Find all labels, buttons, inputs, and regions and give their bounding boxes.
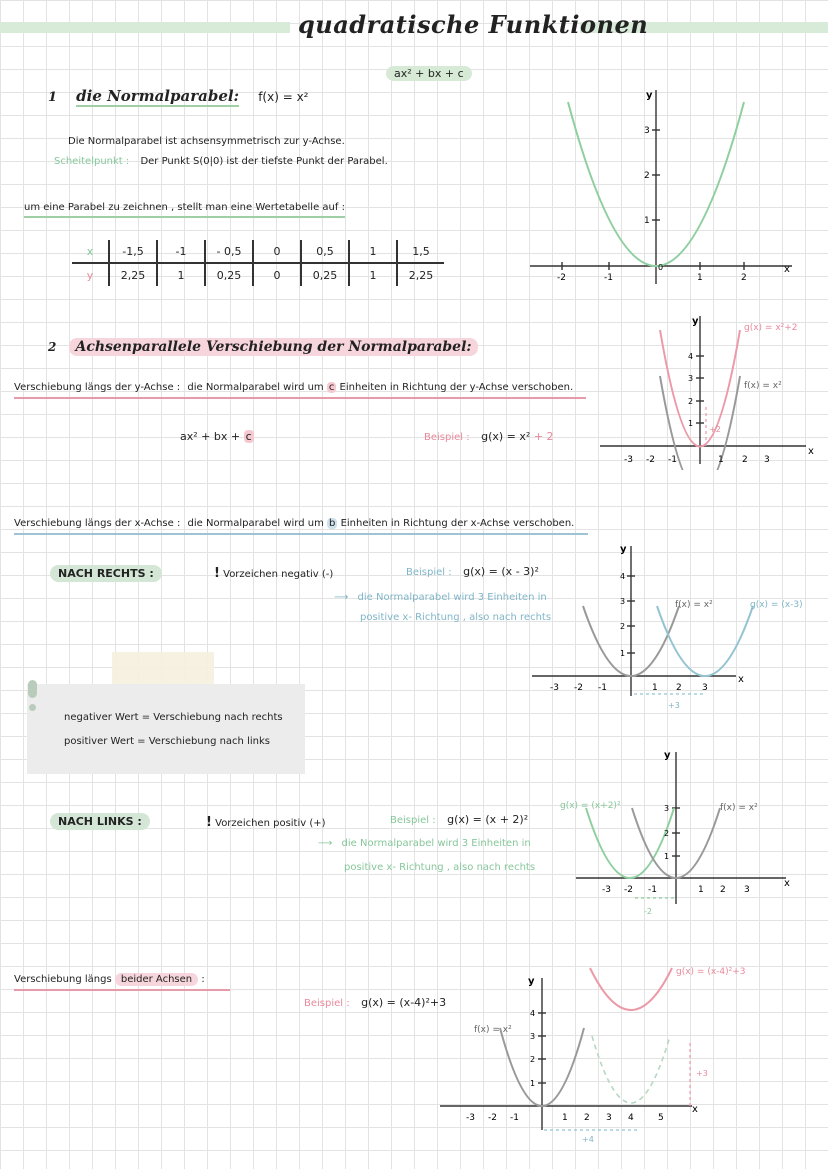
f-label: f(x) = x² xyxy=(744,381,782,391)
tick-label: 2 xyxy=(644,171,650,181)
y-shift-example-formula: g(x) = x² xyxy=(481,430,531,443)
both-shift-line xyxy=(14,974,230,991)
tick-label: -1 xyxy=(668,455,677,465)
tick-label: -2 xyxy=(557,273,566,283)
left-explanation-2: positive x- Richtung , also nach rechts xyxy=(344,862,536,873)
table-cell: 2,25 xyxy=(397,263,444,286)
g-label: g(x) = x²+2 xyxy=(744,323,798,333)
shift-label: +2 xyxy=(709,425,721,434)
tick-label: 1 xyxy=(562,1113,568,1123)
table-x-label: x xyxy=(72,240,109,263)
left-example-formula: g(x) = (x + 2)² xyxy=(447,813,529,826)
right-explanation-text: die Normalparabel wird 3 Einheiten in xyxy=(357,592,547,603)
tick-label: 2 xyxy=(584,1113,590,1123)
section1-number: 1 xyxy=(48,90,58,105)
y-shift-formula-text: ax² + bx + xyxy=(180,430,241,443)
axis-label-y: y xyxy=(664,750,671,761)
tick-label: 2 xyxy=(742,455,748,465)
table-intro: um eine Parabel zu zeichnen , stellt man eine Wertetabelle auf : xyxy=(24,202,345,218)
table-cell: -1,5 xyxy=(109,240,157,263)
tick-label: 1 xyxy=(698,885,704,895)
table-cell: -1 xyxy=(157,240,205,263)
axis-label-y: y xyxy=(692,316,699,327)
tick-label: 4 xyxy=(628,1113,634,1123)
both-example xyxy=(304,996,446,1009)
tick-label: 4 xyxy=(620,572,626,581)
tick-label: 1 xyxy=(644,216,650,226)
left-example xyxy=(390,813,528,826)
tick-label: 2 xyxy=(688,397,694,406)
graph-both-shift xyxy=(440,960,780,1146)
both-example-formula: g(x) = (x-4)²+3 xyxy=(361,996,447,1009)
x-shift-text-end: Einheiten in Richtung der x-Achse verschoben. xyxy=(340,518,575,529)
right-example xyxy=(406,565,539,578)
axis-label-y: y xyxy=(528,976,535,987)
arrow-icon: ⟶ xyxy=(318,838,333,849)
tick-label: -3 xyxy=(550,683,559,693)
tick-label: 3 xyxy=(702,683,708,693)
graph-normalparabel xyxy=(530,84,810,294)
y-shift-var: c xyxy=(328,382,335,393)
right-example-formula: g(x) = (x - 3)² xyxy=(463,565,539,578)
tick-label: 3 xyxy=(744,885,750,895)
table-cell: 1 xyxy=(157,263,205,286)
x-shift-text: die Normalparabel wird um xyxy=(187,518,324,529)
tick-label: -2 xyxy=(488,1113,497,1123)
both-shift-colon: : xyxy=(201,974,205,985)
table-y-label: y xyxy=(86,268,94,282)
vertex-label: Scheitelpunkt : xyxy=(54,156,130,167)
left-explanation-text: die Normalparabel wird 3 Einheiten in xyxy=(341,838,531,849)
table-cell: 1 xyxy=(349,263,397,286)
note-line-positive: positiver Wert = Verschiebung nach links xyxy=(64,736,270,747)
tick-label: 2 xyxy=(720,885,726,895)
g-label: g(x) = (x-4)²+3 xyxy=(676,967,746,977)
section2-heading xyxy=(48,336,478,355)
tick-label: 3 xyxy=(664,804,670,813)
y-shift-formula xyxy=(180,430,254,443)
y-shift-formula-var: c xyxy=(245,430,252,443)
note-line-negative: negativer Wert = Verschiebung nach rechts xyxy=(64,712,283,723)
g-label: g(x) = (x+2)² xyxy=(560,801,621,811)
graph-right-shift xyxy=(530,540,826,716)
value-table xyxy=(72,240,444,286)
tick-label: 5 xyxy=(658,1113,664,1123)
x-shift-line xyxy=(14,518,588,535)
shift-label-y: +3 xyxy=(696,1069,708,1078)
symmetry-text: Die Normalparabel ist achsensymmetrisch zur y-Achse. xyxy=(68,136,345,147)
section1-title: die Normalparabel: xyxy=(76,87,240,105)
tick-label: -1 xyxy=(648,885,657,895)
tick-label: -2 xyxy=(624,885,633,895)
vertex-text xyxy=(54,156,388,167)
table-cell: 0 xyxy=(253,240,301,263)
table-row xyxy=(72,240,444,263)
shift-label: -2 xyxy=(644,907,652,916)
right-sign-rule xyxy=(214,566,333,581)
tick-label: 3 xyxy=(606,1113,612,1123)
right-explanation-2: positive x- Richtung , also nach rechts xyxy=(360,612,552,623)
y-shift-text: die Normalparabel wird um xyxy=(187,382,324,393)
tick-label: 3 xyxy=(530,1032,536,1041)
y-shift-label: Verschiebung längs der y-Achse : xyxy=(14,382,181,393)
g-curve xyxy=(590,968,672,1010)
both-shift-label: Verschiebung längs xyxy=(14,974,112,985)
both-shift-highlight: beider Achsen xyxy=(115,973,198,986)
tick-label: -1 xyxy=(510,1113,519,1123)
tick-label: 3 xyxy=(644,126,650,136)
table-cell: 1,5 xyxy=(397,240,444,263)
axis-label-x: x xyxy=(784,878,790,889)
example-label: Beispiel : xyxy=(406,567,452,578)
note-marker-2 xyxy=(29,704,36,711)
example-label: Beispiel : xyxy=(390,815,436,826)
tick-label: 3 xyxy=(620,597,626,606)
tick-label: -1 xyxy=(604,273,613,283)
section1-heading xyxy=(48,86,309,105)
g-label: g(x) = (x-3) xyxy=(750,600,803,610)
table-cell: 0,25 xyxy=(205,263,253,286)
note-box xyxy=(27,684,305,774)
axis-label-y: y xyxy=(646,90,653,101)
example-label: Beispiel : xyxy=(304,998,350,1009)
x-shift-label: Verschiebung längs der x-Achse : xyxy=(14,518,181,529)
left-explanation-1 xyxy=(318,838,531,849)
tick-label: -1 xyxy=(598,683,607,693)
origin-label: 0 xyxy=(658,263,664,272)
g-curve xyxy=(657,606,753,676)
tick-label: 4 xyxy=(688,352,694,361)
tick-label: -3 xyxy=(602,885,611,895)
f-label: f(x) = x² xyxy=(675,600,713,610)
shift-label-x: +4 xyxy=(582,1135,594,1144)
tick-label: 2 xyxy=(741,273,747,283)
tick-label: 2 xyxy=(620,622,626,631)
x-shift-var: b xyxy=(329,518,336,529)
left-sign-text: Vorzeichen positiv (+) xyxy=(215,818,326,829)
axis-label-y: y xyxy=(620,544,627,555)
intermediate-curve xyxy=(592,1036,670,1103)
tick-label: 3 xyxy=(688,374,694,383)
y-shift-line xyxy=(14,382,586,399)
tick-label: 2 xyxy=(530,1055,536,1064)
right-shift-badge: NACH RECHTS : xyxy=(50,565,162,582)
left-sign-rule xyxy=(206,815,326,830)
table-cell: 0 xyxy=(253,263,301,286)
table-cell: 0,25 xyxy=(301,263,349,286)
tick-label: 1 xyxy=(652,683,658,693)
tick-label: -3 xyxy=(466,1113,475,1123)
exclamation-icon: ! xyxy=(214,566,220,581)
tick-label: 1 xyxy=(688,419,694,428)
axis-label-x: x xyxy=(692,1104,698,1115)
axis-label-x: x xyxy=(784,264,790,275)
y-shift-example-add: + 2 xyxy=(533,430,554,443)
note-marker-1 xyxy=(28,680,37,698)
g-curve xyxy=(586,808,674,878)
page-title: quadratische Funktionen xyxy=(298,10,649,39)
graph-left-shift xyxy=(556,744,818,920)
y-shift-example xyxy=(424,430,554,443)
tick-label: -2 xyxy=(574,683,583,693)
tick-label: -2 xyxy=(646,455,655,465)
left-shift-badge: NACH LINKS : xyxy=(50,813,150,830)
f-label: f(x) = x² xyxy=(474,1025,512,1035)
tick-label: 2 xyxy=(676,683,682,693)
f-label: f(x) = x² xyxy=(720,803,758,813)
tick-label: 1 xyxy=(620,649,626,658)
arrow-icon: ⟶ xyxy=(334,592,349,603)
tick-label: 2 xyxy=(664,829,670,838)
section2-title: Achsenparallele Verschiebung der Normalparabel: xyxy=(69,338,477,356)
exclamation-icon: ! xyxy=(206,815,212,830)
tick-label: 4 xyxy=(530,1009,536,1018)
vertex-description: Der Punkt S(0|0) ist der tiefste Punkt der Parabel. xyxy=(140,156,388,167)
table-cell: 1 xyxy=(349,240,397,263)
tick-label: 1 xyxy=(664,852,670,861)
example-label: Beispiel : xyxy=(424,432,470,443)
table-row xyxy=(72,263,444,286)
tick-label: -3 xyxy=(624,455,633,465)
tick-label: 1 xyxy=(530,1079,536,1088)
tick-label: 1 xyxy=(718,455,724,465)
table-cell: 0,5 xyxy=(301,240,349,263)
tick-label: 1 xyxy=(697,273,703,283)
header-bar-left xyxy=(0,22,290,33)
section2-number: 2 xyxy=(48,340,57,354)
tick-label: 3 xyxy=(764,455,770,465)
axis-label-x: x xyxy=(738,674,744,685)
right-sign-text: Vorzeichen negativ (-) xyxy=(223,569,334,580)
right-explanation-1 xyxy=(334,592,547,603)
general-form: ax² + bx + c xyxy=(386,66,472,81)
y-shift-text-end: Einheiten in Richtung der y-Achse verschoben. xyxy=(339,382,574,393)
table-cell: 2,25 xyxy=(109,263,157,286)
shift-label: +3 xyxy=(668,701,680,710)
section1-formula: f(x) = x² xyxy=(258,90,309,104)
axis-label-x: x xyxy=(808,446,814,457)
graph-y-shift xyxy=(596,310,822,470)
table-cell: - 0,5 xyxy=(205,240,253,263)
